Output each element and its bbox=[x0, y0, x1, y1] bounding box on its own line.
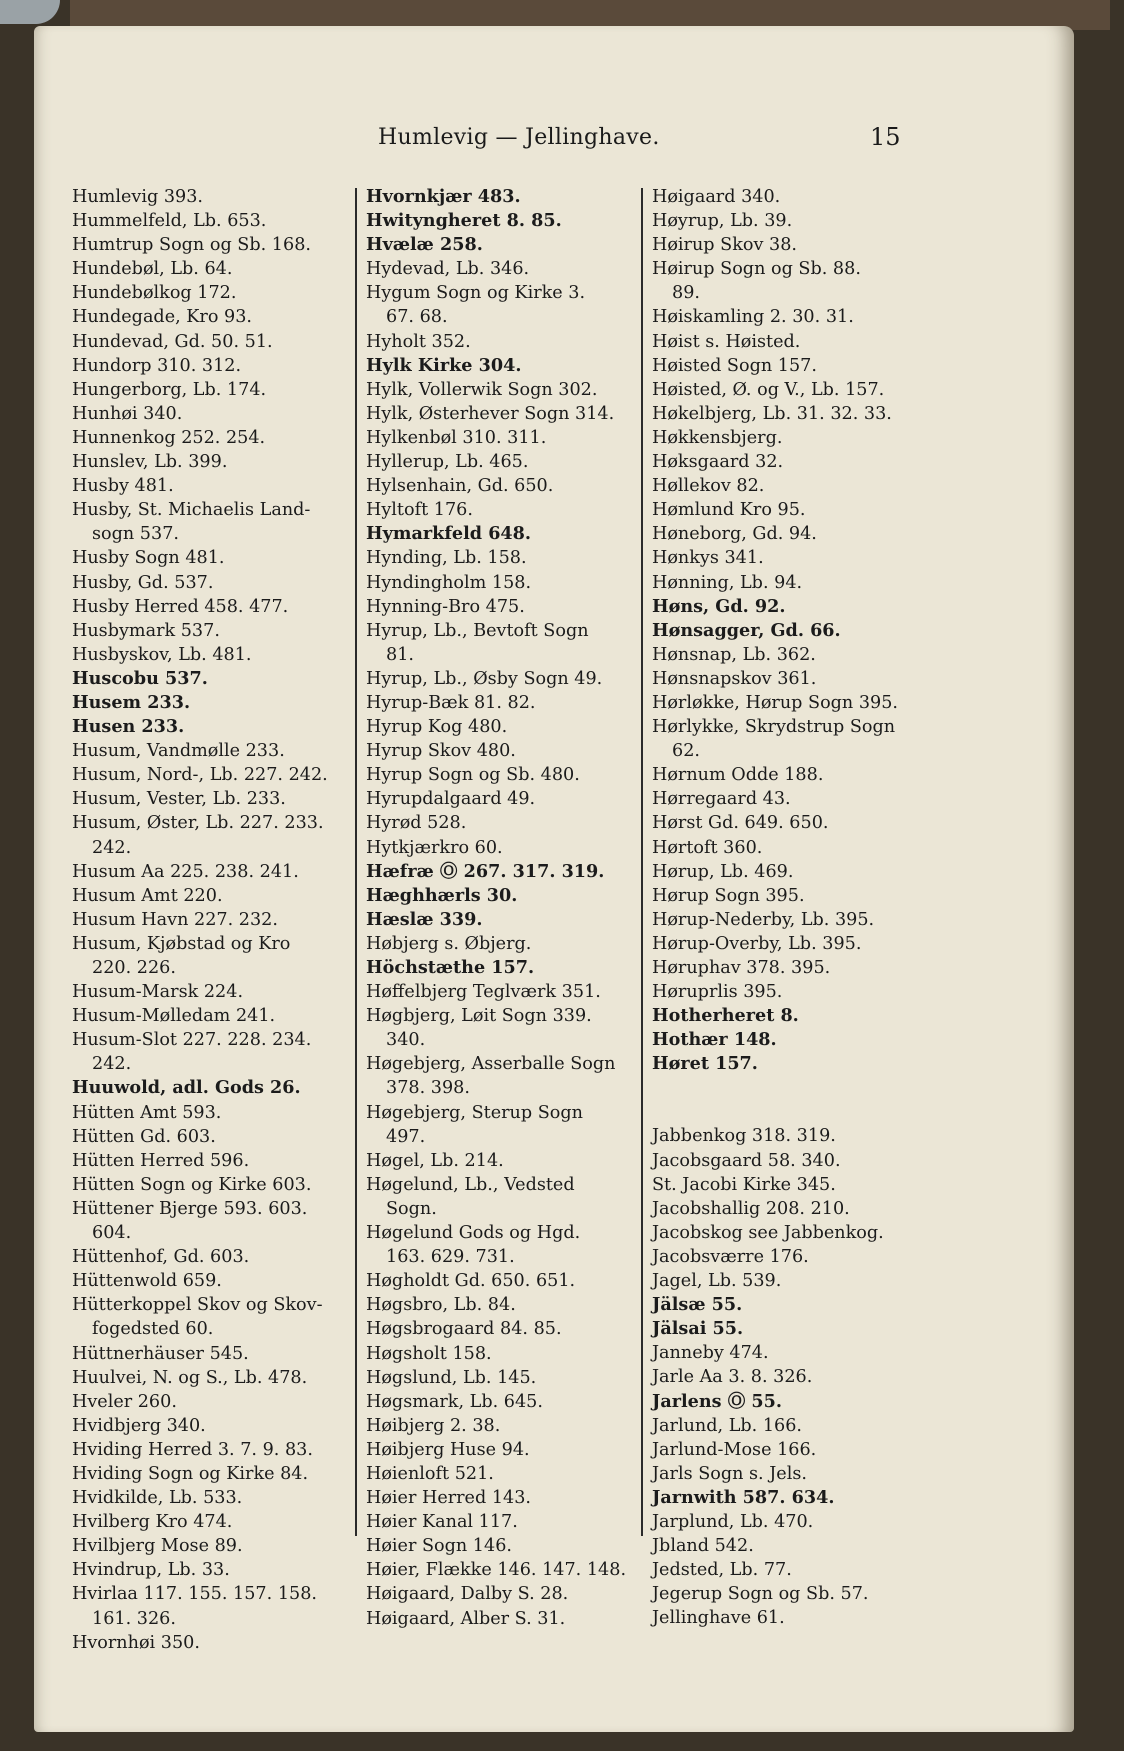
index-entry: Jacobsværre 176. bbox=[652, 1246, 809, 1267]
index-entry: Jarlens Ⓞ 55. bbox=[652, 1390, 783, 1412]
index-entry: Husbyskov, Lb. 481. bbox=[72, 644, 252, 665]
index-entry: Hyrupdalgaard 49. bbox=[366, 789, 536, 810]
index-entry: Høruprlis 395. bbox=[652, 982, 783, 1003]
index-entry: Høgholdt Gd. 650. 651. bbox=[366, 1271, 576, 1292]
index-entry: Høgbjerg, Løit Sogn 339. bbox=[366, 1006, 592, 1027]
index-entry: 67. 68. bbox=[386, 307, 448, 328]
index-entry: Hvornkjær 483. bbox=[366, 186, 521, 207]
index-entry: Husum Aa 225. 238. 241. bbox=[72, 861, 299, 882]
index-entry: Hyholt 352. bbox=[366, 331, 471, 352]
index-entry: Hveler 260. bbox=[72, 1391, 177, 1412]
index-entry: St. Jacobi Kirke 345. bbox=[652, 1174, 836, 1195]
index-entry: Høist s. Høisted. bbox=[652, 331, 801, 352]
index-entry: Hørlykke, Skrydstrup Sogn bbox=[652, 717, 896, 738]
index-entry: 340. bbox=[386, 1030, 426, 1051]
index-entry: Høisted, Ø. og V., Lb. 157. bbox=[652, 379, 885, 400]
index-entry: Jacobskog see Jabbenkog. bbox=[652, 1222, 884, 1243]
index-entry: Høret 157. bbox=[652, 1053, 758, 1075]
index-entry: Hüttener Bjerge 593. 603. bbox=[72, 1198, 308, 1219]
index-entry: Hvælæ 258. bbox=[366, 234, 483, 256]
index-entry: Husum-Mølledam 241. bbox=[72, 1006, 276, 1027]
index-entry: Husum-Marsk 224. bbox=[72, 982, 244, 1003]
index-entry: Hunhøi 340. bbox=[72, 403, 183, 424]
index-entry: Hørregaard 43. bbox=[652, 789, 791, 810]
index-entry: Høgebjerg, Asserballe Sogn bbox=[366, 1054, 616, 1075]
index-entry: Høgel, Lb. 214. bbox=[366, 1150, 504, 1171]
index-entry: Hüttnerhäuser 545. bbox=[72, 1343, 249, 1364]
index-entry: 497. bbox=[386, 1126, 426, 1147]
index-entry: Høier Kanal 117. bbox=[366, 1512, 518, 1533]
index-entry: Høyrup, Lb. 39. bbox=[652, 211, 793, 232]
index-entry: Huscobu 537. bbox=[72, 667, 208, 689]
index-entry: Hütten Gd. 603. bbox=[72, 1126, 216, 1147]
index-entry: Hytkjærkro 60. bbox=[366, 837, 503, 858]
index-entry: Hønning, Lb. 94. bbox=[652, 572, 803, 593]
index-entry: Høffelbjerg Teglværk 351. bbox=[366, 982, 601, 1003]
index-entry: Jacobsgaard 58. 340. bbox=[652, 1150, 841, 1171]
index-entry: Høkelbjerg, Lb. 31. 32. 33. bbox=[652, 403, 892, 424]
index-entry: Hæghhærls 30. bbox=[366, 884, 518, 906]
index-entry: Høns, Gd. 92. bbox=[652, 595, 786, 617]
index-entry: Høbjerg s. Øbjerg. bbox=[366, 933, 532, 954]
index-entry: Høier, Flække 146. 147. 148. bbox=[366, 1560, 627, 1581]
index-entry: Høienloft 521. bbox=[366, 1463, 494, 1484]
index-entry: Hvidkilde, Lb. 533. bbox=[72, 1488, 243, 1509]
index-column-2 bbox=[366, 185, 656, 1631]
index-entry: Hønsnap, Lb. 362. bbox=[652, 644, 816, 665]
index-entry: Husbymark 537. bbox=[72, 620, 220, 641]
index-entry: 604. bbox=[92, 1223, 132, 1244]
index-entry: Høgelund Gods og Hgd. bbox=[366, 1223, 581, 1244]
section-gap bbox=[652, 1100, 942, 1124]
index-entry: Hørup-Overby, Lb. 395. bbox=[652, 933, 862, 954]
index-entry: Hylk Kirke 304. bbox=[366, 354, 522, 376]
index-entry: Jagel, Lb. 539. bbox=[652, 1271, 782, 1292]
index-entry: Hynning-Bro 475. bbox=[366, 596, 525, 617]
index-entry: 89. bbox=[672, 283, 700, 304]
index-entry: 242. bbox=[92, 837, 132, 858]
page-number: 15 bbox=[870, 123, 901, 151]
index-entry: Janneby 474. bbox=[652, 1343, 769, 1364]
index-entry: Høgslund, Lb. 145. bbox=[366, 1367, 537, 1388]
index-entry: Hunnenkog 252. 254. bbox=[72, 427, 266, 448]
index-entry: Hütten Sogn og Kirke 603. bbox=[72, 1174, 312, 1195]
running-header: Humlevig — Jellinghave. bbox=[378, 125, 660, 150]
index-entry: Jälsai 55. bbox=[652, 1318, 744, 1340]
index-entry: Hømlund Kro 95. bbox=[652, 500, 806, 521]
index-entry: Jarlund, Lb. 166. bbox=[652, 1415, 802, 1436]
index-entry: Hvilbjerg Mose 89. bbox=[72, 1536, 243, 1557]
index-entry: Husby 481. bbox=[72, 476, 174, 497]
section-gap bbox=[652, 1076, 942, 1100]
index-entry: Hørnum Odde 188. bbox=[652, 765, 824, 786]
index-column-1 bbox=[72, 185, 362, 1655]
index-column-3 bbox=[652, 185, 942, 1630]
index-entry: Hvilberg Kro 474. bbox=[72, 1512, 233, 1533]
index-entry: Hyrup Sogn og Sb. 480. bbox=[366, 765, 580, 786]
index-entry: Hundebøl, Lb. 64. bbox=[72, 259, 233, 280]
index-entry: Hothær 148. bbox=[652, 1029, 777, 1051]
index-entry: Hviding Sogn og Kirke 84. bbox=[72, 1463, 309, 1484]
index-entry: Hwityngheret 8. 85. bbox=[366, 210, 562, 232]
index-entry: Jellinghave 61. bbox=[652, 1608, 785, 1629]
index-entry: Høkkensbjerg. bbox=[652, 427, 783, 448]
index-entry: Hüttenwold 659. bbox=[72, 1271, 222, 1292]
index-entry: sogn 537. bbox=[92, 524, 179, 545]
index-entry: Hørup, Lb. 469. bbox=[652, 861, 794, 882]
index-entry: 62. bbox=[672, 741, 700, 762]
index-entry: Hyndingholm 158. bbox=[366, 572, 532, 593]
index-entry: Hørst Gd. 649. 650. bbox=[652, 813, 829, 834]
index-entry: Husum Amt 220. bbox=[72, 885, 223, 906]
index-entry: Hymarkfeld 648. bbox=[366, 523, 532, 545]
index-entry: Hüttenhof, Gd. 603. bbox=[72, 1247, 250, 1268]
index-entry: Hviding Herred 3. 7. 9. 83. bbox=[72, 1439, 313, 1460]
index-entry: Hørtoft 360. bbox=[652, 837, 763, 858]
index-entry: Hyrup, Lb., Bevtoft Sogn bbox=[366, 620, 589, 641]
index-entry: Jarplund, Lb. 470. bbox=[652, 1511, 814, 1532]
index-entry: Husem 233. bbox=[72, 691, 191, 713]
index-entry: fogedsted 60. bbox=[92, 1319, 214, 1340]
index-entry: Høisted Sogn 157. bbox=[652, 355, 817, 376]
index-entry: Høigaard 340. bbox=[652, 187, 781, 207]
index-entry: Jarle Aa 3. 8. 326. bbox=[652, 1367, 813, 1388]
index-entry: Hydevad, Lb. 346. bbox=[366, 259, 530, 280]
index-entry: Jälsæ 55. bbox=[652, 1294, 743, 1316]
index-entry: Høier Herred 143. bbox=[366, 1488, 531, 1509]
index-entry: Hundegade, Kro 93. bbox=[72, 307, 253, 328]
index-entry: Høiskamling 2. 30. 31. bbox=[652, 307, 854, 328]
index-entry: Høruphav 378. 395. bbox=[652, 958, 831, 978]
index-entry: 378. 398. bbox=[386, 1078, 470, 1099]
index-entry: Hundorp 310. 312. bbox=[72, 355, 242, 376]
index-entry: Hütten Amt 593. bbox=[72, 1102, 222, 1123]
index-entry: Høgsbrogaard 84. 85. bbox=[366, 1319, 562, 1340]
index-entry: Høigaard, Dalby S. 28. bbox=[366, 1584, 569, 1605]
index-entry: Hyrød 528. bbox=[366, 813, 467, 834]
index-entry: Husum, Øster, Lb. 227. 233. bbox=[72, 813, 324, 834]
index-entry: Husby, St. Michaelis Land- bbox=[72, 500, 311, 521]
index-entry: Hundebølkog 172. bbox=[72, 283, 237, 304]
index-entry: Husum, Vester, Lb. 233. bbox=[72, 789, 286, 810]
index-entry: Husen 233. bbox=[72, 716, 185, 738]
index-entry: Humlevig 393. bbox=[72, 187, 203, 207]
index-entry: Husum-Slot 227. 228. 234. bbox=[72, 1030, 312, 1051]
index-entry: Høgsbro, Lb. 84. bbox=[366, 1295, 516, 1316]
index-entry: Hørløkke, Hørup Sogn 395. bbox=[652, 692, 899, 713]
index-entry: Hunslev, Lb. 399. bbox=[72, 452, 228, 473]
index-entry: Jedsted, Lb. 77. bbox=[652, 1560, 792, 1581]
index-entry: Hynding, Lb. 158. bbox=[366, 548, 527, 569]
index-entry: Hylk, Vollerwik Sogn 302. bbox=[366, 379, 598, 400]
index-entry: Hylk, Østerhever Sogn 314. bbox=[366, 403, 615, 424]
index-entry: Hyltoft 176. bbox=[366, 500, 473, 521]
index-entry: Hørup-Nederby, Lb. 395. bbox=[652, 909, 875, 930]
index-entry: Hæfræ Ⓞ 267. 317. 319. bbox=[366, 860, 605, 882]
index-entry: Høllekov 82. bbox=[652, 476, 765, 497]
index-entry: Høneborg, Gd. 94. bbox=[652, 524, 817, 545]
index-entry: Høgsholt 158. bbox=[366, 1343, 492, 1364]
index-entry: Høirup Sogn og Sb. 88. bbox=[652, 259, 861, 280]
index-entry: Jarls Sogn s. Jels. bbox=[652, 1463, 807, 1484]
index-entry: Husby Herred 458. 477. bbox=[72, 596, 289, 617]
index-entry: 163. 629. 731. bbox=[386, 1247, 515, 1268]
index-entry: Høibjerg 2. 38. bbox=[366, 1415, 501, 1436]
index-entry: Hyrup Kog 480. bbox=[366, 717, 508, 738]
index-entry: Jarlund-Mose 166. bbox=[652, 1439, 817, 1460]
index-entry: Høgelund, Lb., Vedsted bbox=[366, 1174, 575, 1195]
index-entry: Hørup Sogn 395. bbox=[652, 885, 805, 906]
index-entry: Høirup Skov 38. bbox=[652, 235, 797, 256]
index-entry: Hummelfeld, Lb. 653. bbox=[72, 211, 267, 232]
index-entry: Husum, Kjøbstad og Kro bbox=[72, 933, 291, 954]
index-entry: Høgebjerg, Sterup Sogn bbox=[366, 1102, 583, 1123]
index-entry: Jabbenkog 318. 319. bbox=[652, 1126, 836, 1147]
index-entry: Huulvei, N. og S., Lb. 478. bbox=[72, 1367, 308, 1388]
index-entry: Hvornhøi 350. bbox=[72, 1632, 200, 1653]
index-entry: Husby Sogn 481. bbox=[72, 548, 225, 569]
index-entry: Hyrup, Lb., Øsby Sogn 49. bbox=[366, 668, 603, 689]
index-entry: Huuwold, adl. Gods 26. bbox=[72, 1077, 301, 1099]
index-entry: Hyllerup, Lb. 465. bbox=[366, 452, 529, 473]
index-entry: Hylkenbøl 310. 311. bbox=[366, 427, 547, 448]
index-entry: Husum Havn 227. 232. bbox=[72, 909, 278, 930]
index-entry: 81. bbox=[386, 644, 414, 665]
index-entry: Hylsenhain, Gd. 650. bbox=[366, 476, 554, 497]
page-corner bbox=[0, 0, 60, 24]
index-entry: Høibjerg Huse 94. bbox=[366, 1439, 530, 1460]
index-entry: Høgsmark, Lb. 645. bbox=[366, 1391, 543, 1412]
index-entry: Hyrup-Bæk 81. 82. bbox=[366, 692, 536, 713]
index-entry: Høigaard, Alber S. 31. bbox=[366, 1608, 566, 1629]
index-entry: 161. 326. bbox=[92, 1608, 176, 1629]
index-entry: Hütten Herred 596. bbox=[72, 1150, 250, 1171]
index-entry: Hungerborg, Lb. 174. bbox=[72, 379, 267, 400]
index-entry: Jegerup Sogn og Sb. 57. bbox=[652, 1584, 869, 1605]
index-entry: 220. 226. bbox=[92, 958, 176, 978]
index-entry: Høier Sogn 146. bbox=[366, 1536, 512, 1557]
index-entry: Hvidbjerg 340. bbox=[72, 1415, 206, 1436]
index-entry: Hyrup Skov 480. bbox=[366, 741, 516, 762]
index-entry: Hvirlaa 117. 155. 157. 158. bbox=[72, 1584, 317, 1605]
index-entry: Hønsagger, Gd. 66. bbox=[652, 619, 841, 641]
index-entry: Sogn. bbox=[386, 1198, 437, 1219]
index-entry: 242. bbox=[92, 1054, 132, 1075]
index-entry: Hütterkoppel Skov og Skov- bbox=[72, 1295, 323, 1316]
index-entry: Humtrup Sogn og Sb. 168. bbox=[72, 235, 311, 256]
index-entry: Höchstæthe 157. bbox=[366, 957, 535, 978]
index-entry: Jarnwith 587. 634. bbox=[652, 1486, 835, 1508]
index-entry: Jacobshallig 208. 210. bbox=[652, 1198, 850, 1219]
index-entry: Hønsnapskov 361. bbox=[652, 668, 817, 689]
index-entry: Høksgaard 32. bbox=[652, 452, 784, 473]
index-entry: Husby, Gd. 537. bbox=[72, 572, 214, 593]
index-entry: Hvindrup, Lb. 33. bbox=[72, 1560, 230, 1581]
index-entry: Husum, Vandmølle 233. bbox=[72, 741, 285, 762]
index-entry: Hundevad, Gd. 50. 51. bbox=[72, 331, 273, 352]
index-entry: Hotherheret 8. bbox=[652, 1005, 799, 1027]
index-entry: Husum, Nord-, Lb. 227. 242. bbox=[72, 765, 328, 786]
index-entry: Hønkys 341. bbox=[652, 548, 764, 569]
index-entry: Hygum Sogn og Kirke 3. bbox=[366, 283, 586, 304]
index-entry: Jbland 542. bbox=[652, 1536, 754, 1557]
index-entry: Hæslæ 339. bbox=[366, 908, 483, 930]
